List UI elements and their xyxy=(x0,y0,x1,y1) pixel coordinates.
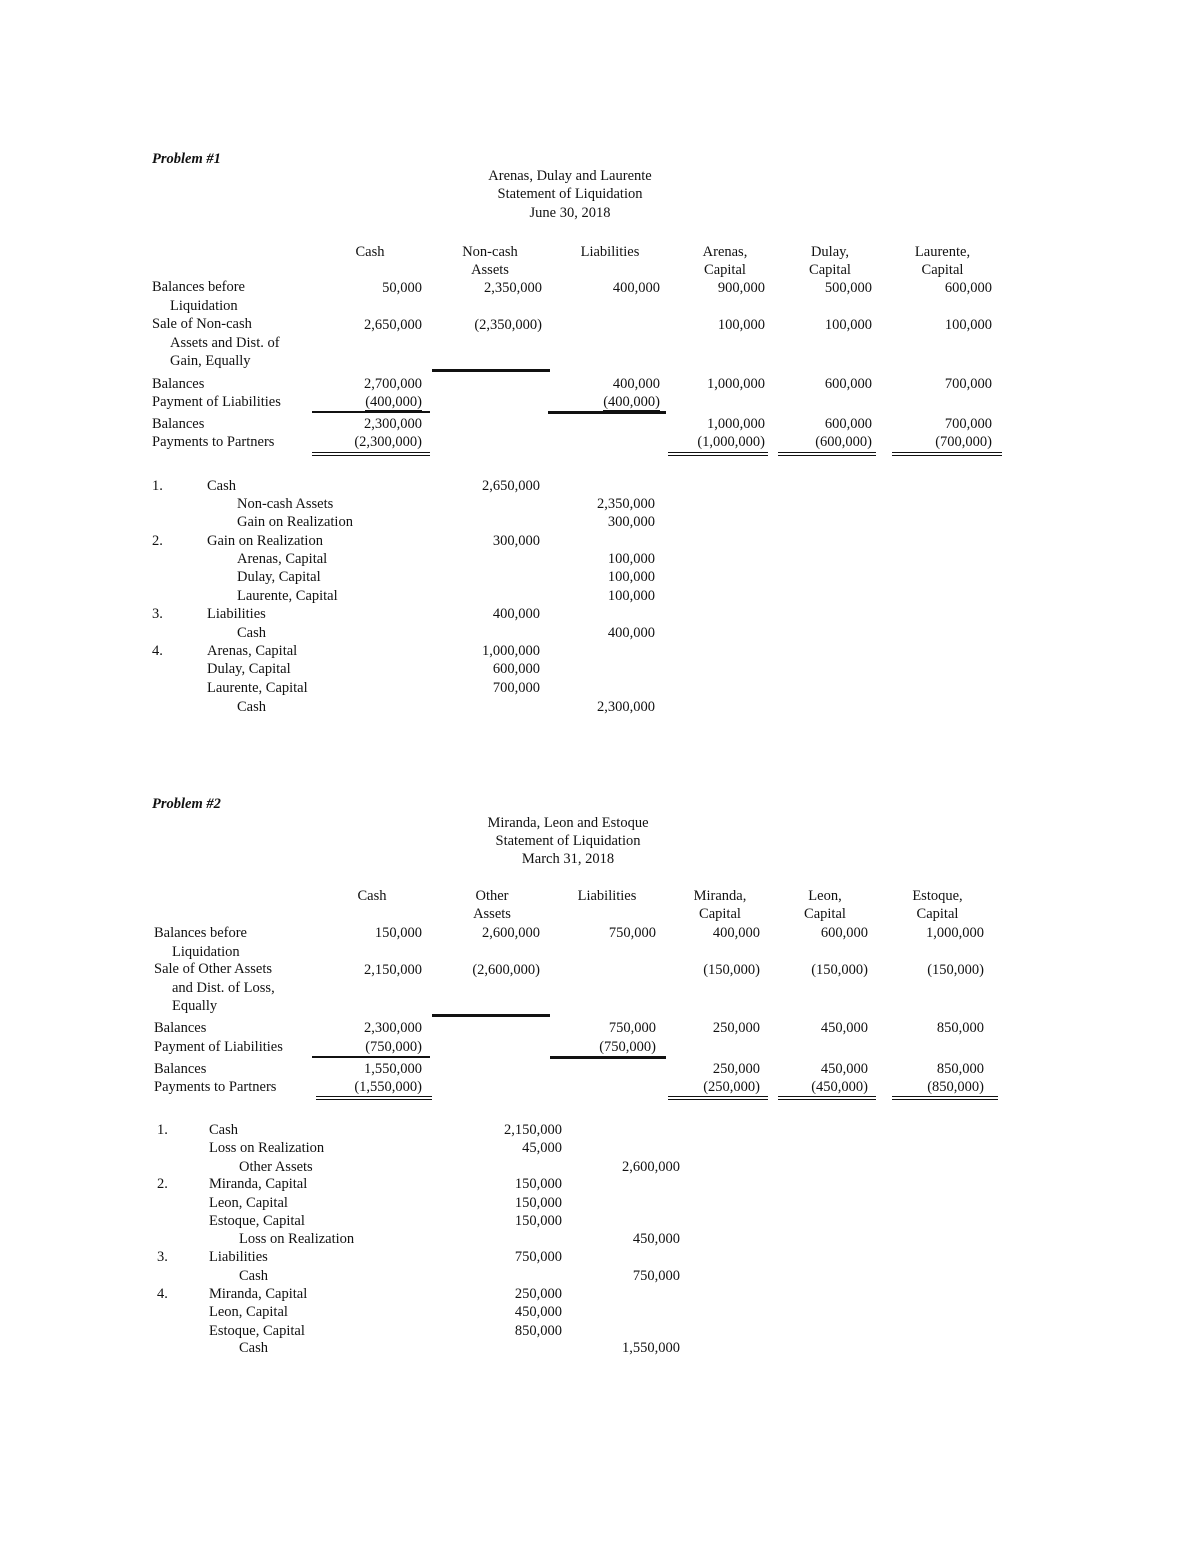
entry-account: Liabilities xyxy=(207,606,266,622)
cell-value: (2,300,000) xyxy=(354,434,422,450)
entry-number: 3. xyxy=(152,606,163,622)
column-header-cash: Cash xyxy=(355,244,385,260)
entry-account: Dulay, Capital xyxy=(207,661,291,677)
row-label: Sale of Non-cash Assets and Dist. of Gain, Equally xyxy=(152,316,280,369)
double-rule xyxy=(316,1096,432,1100)
cell-value: 450,000 xyxy=(820,1061,868,1077)
cell-value: 450,000 xyxy=(820,1020,868,1036)
entry-debit: 150,000 xyxy=(514,1195,562,1211)
cell-value: 2,600,000 xyxy=(482,925,540,941)
cell-value: 100,000 xyxy=(824,317,872,333)
cell-value: 1,000,000 xyxy=(707,416,765,432)
double-rule xyxy=(312,452,430,456)
cell-value: (850,000) xyxy=(927,1079,984,1095)
double-rule xyxy=(668,1096,768,1100)
column-header-liabilities: Liabilities xyxy=(580,244,640,260)
cell-value: (150,000) xyxy=(703,962,760,978)
cell-value: (400,000) xyxy=(365,394,422,410)
column-header-other-assets: Other Assets xyxy=(473,888,511,922)
cell-value: (2,600,000) xyxy=(472,962,540,978)
entry-debit: 700,000 xyxy=(492,680,540,696)
entry-debit: 750,000 xyxy=(514,1249,562,1265)
entry-account: Miranda, Capital xyxy=(209,1286,308,1302)
cell-value: 150,000 xyxy=(374,925,422,941)
cell-value: 2,650,000 xyxy=(364,317,422,333)
entry-debit: 2,650,000 xyxy=(482,478,540,494)
cell-value: 2,300,000 xyxy=(364,1020,422,1036)
entry-account: Leon, Capital xyxy=(209,1195,288,1211)
entry-credit: 100,000 xyxy=(607,588,655,604)
entry-number: 2. xyxy=(152,533,163,549)
cell-value: (250,000) xyxy=(703,1079,760,1095)
cell-value: 700,000 xyxy=(944,416,992,432)
double-rule xyxy=(550,1056,666,1059)
cell-value: 1,000,000 xyxy=(707,376,765,392)
underline-rule xyxy=(312,1056,430,1058)
cell-value: 400,000 xyxy=(612,280,660,296)
cell-value: 2,150,000 xyxy=(364,962,422,978)
entry-account: Arenas, Capital xyxy=(207,643,298,659)
double-rule xyxy=(668,452,768,456)
entry-credit: 100,000 xyxy=(607,569,655,585)
entry-credit: 300,000 xyxy=(607,514,655,530)
column-header-partner2: Leon, Capital xyxy=(804,888,846,922)
entry-account: Cash xyxy=(237,625,266,641)
entry-debit: 850,000 xyxy=(514,1323,562,1339)
entry-debit: 1,000,000 xyxy=(482,643,540,659)
row-label: Balances xyxy=(152,376,205,392)
entry-account: Leon, Capital xyxy=(209,1304,288,1320)
entry-credit: 450,000 xyxy=(632,1231,680,1247)
entry-number: 4. xyxy=(157,1286,168,1302)
column-header-partner1: Arenas, Capital xyxy=(702,244,748,278)
cell-value: (600,000) xyxy=(815,434,872,450)
cell-value: (750,000) xyxy=(599,1039,656,1055)
entry-debit: 400,000 xyxy=(492,606,540,622)
cell-value: 750,000 xyxy=(608,1020,656,1036)
problem-heading: Problem #2 xyxy=(152,796,221,812)
entry-account: Loss on Realization xyxy=(239,1231,355,1247)
double-rule xyxy=(778,452,876,456)
cell-value: 700,000 xyxy=(944,376,992,392)
double-rule xyxy=(548,411,666,414)
entry-account: Cash xyxy=(207,478,236,494)
cell-value: 2,300,000 xyxy=(364,416,422,432)
total-rule xyxy=(432,369,550,372)
column-header-partner3: Estoque, Capital xyxy=(912,888,963,922)
entry-account: Estoque, Capital xyxy=(209,1213,305,1229)
entry-credit: 2,300,000 xyxy=(597,699,655,715)
cell-value: 850,000 xyxy=(936,1020,984,1036)
entry-number: 2. xyxy=(157,1176,168,1192)
row-label: Payment of Liabilities xyxy=(154,1039,283,1055)
row-label: Payment of Liabilities xyxy=(152,394,281,410)
entry-account: Other Assets xyxy=(239,1159,313,1175)
entry-account: Gain on Realization xyxy=(207,533,323,549)
cell-value: 500,000 xyxy=(824,280,872,296)
cell-value: 250,000 xyxy=(712,1061,760,1077)
entry-number: 1. xyxy=(152,478,163,494)
column-header-cash: Cash xyxy=(357,888,387,904)
entry-account: Gain on Realization xyxy=(237,514,353,530)
cell-value: 600,000 xyxy=(824,376,872,392)
entry-account: Cash xyxy=(209,1122,238,1138)
entry-account: Laurente, Capital xyxy=(237,588,338,604)
column-header-liabilities: Liabilities xyxy=(577,888,637,904)
entry-debit: 150,000 xyxy=(514,1213,562,1229)
cell-value: 1,000,000 xyxy=(926,925,984,941)
cell-value: (1,550,000) xyxy=(354,1079,422,1095)
entry-debit: 300,000 xyxy=(492,533,540,549)
entry-credit: 400,000 xyxy=(607,625,655,641)
entry-account: Cash xyxy=(237,699,266,715)
cell-value: (150,000) xyxy=(927,962,984,978)
entry-account: Cash xyxy=(239,1340,268,1356)
cell-value: (750,000) xyxy=(365,1039,422,1055)
double-rule xyxy=(892,1096,998,1100)
entry-account: Miranda, Capital xyxy=(209,1176,308,1192)
entry-number: 1. xyxy=(157,1122,168,1138)
cell-value: 600,000 xyxy=(824,416,872,432)
row-label: Balances before Liquidation xyxy=(152,279,245,314)
row-label: Balances xyxy=(154,1020,207,1036)
entry-account: Laurente, Capital xyxy=(207,680,308,696)
entry-account: Arenas, Capital xyxy=(237,551,328,567)
problem-heading: Problem #1 xyxy=(152,151,221,167)
cell-value: 250,000 xyxy=(712,1020,760,1036)
entry-credit: 750,000 xyxy=(632,1268,680,1284)
cell-value: 600,000 xyxy=(820,925,868,941)
underline-rule xyxy=(312,411,430,413)
double-rule xyxy=(778,1096,876,1100)
cell-value: 750,000 xyxy=(608,925,656,941)
entry-account: Loss on Realization xyxy=(209,1140,325,1156)
column-header-partner2: Dulay, Capital xyxy=(809,244,851,278)
cell-value: 1,550,000 xyxy=(364,1061,422,1077)
cell-value: 100,000 xyxy=(944,317,992,333)
entry-account: Dulay, Capital xyxy=(237,569,321,585)
row-label: Payments to Partners xyxy=(154,1079,277,1095)
cell-value: (2,350,000) xyxy=(474,317,542,333)
cell-value: 2,350,000 xyxy=(484,280,542,296)
row-label: Balances before Liquidation xyxy=(154,925,247,960)
cell-value: 2,700,000 xyxy=(364,376,422,392)
total-rule xyxy=(432,1014,550,1017)
entry-debit: 150,000 xyxy=(514,1176,562,1192)
entry-account: Non-cash Assets xyxy=(237,496,334,512)
entry-credit: 1,550,000 xyxy=(622,1340,680,1356)
cell-value: 400,000 xyxy=(612,376,660,392)
entry-debit: 450,000 xyxy=(514,1304,562,1320)
cell-value: (1,000,000) xyxy=(697,434,765,450)
entry-credit: 2,350,000 xyxy=(597,496,655,512)
cell-value: 850,000 xyxy=(936,1061,984,1077)
entry-debit: 2,150,000 xyxy=(504,1122,562,1138)
entry-debit: 600,000 xyxy=(492,661,540,677)
entry-credit: 2,600,000 xyxy=(622,1159,680,1175)
cell-value: 600,000 xyxy=(944,280,992,296)
cell-value: (700,000) xyxy=(935,434,992,450)
double-rule xyxy=(892,452,1002,456)
entry-debit: 45,000 xyxy=(522,1140,562,1156)
cell-value: 900,000 xyxy=(717,280,765,296)
column-header-noncash: Non-cash Assets xyxy=(462,244,518,278)
entry-account: Cash xyxy=(239,1268,268,1284)
row-label: Sale of Other Assets and Dist. of Loss, Equally xyxy=(154,961,275,1014)
cell-value: (150,000) xyxy=(811,962,868,978)
cell-value: 50,000 xyxy=(382,280,422,296)
column-header-partner3: Laurente, Capital xyxy=(914,244,971,278)
entry-credit: 100,000 xyxy=(607,551,655,567)
row-label: Balances xyxy=(152,416,205,432)
entry-debit: 250,000 xyxy=(514,1286,562,1302)
cell-value: (400,000) xyxy=(603,394,660,410)
row-label: Payments to Partners xyxy=(152,434,275,450)
entry-account: Liabilities xyxy=(209,1249,268,1265)
cell-value: (450,000) xyxy=(811,1079,868,1095)
cell-value: 400,000 xyxy=(712,925,760,941)
column-header-partner1: Miranda, Capital xyxy=(693,888,747,922)
entry-account: Estoque, Capital xyxy=(209,1323,305,1339)
cell-value: 100,000 xyxy=(717,317,765,333)
row-label: Balances xyxy=(154,1061,207,1077)
entry-number: 4. xyxy=(152,643,163,659)
entry-number: 3. xyxy=(157,1249,168,1265)
